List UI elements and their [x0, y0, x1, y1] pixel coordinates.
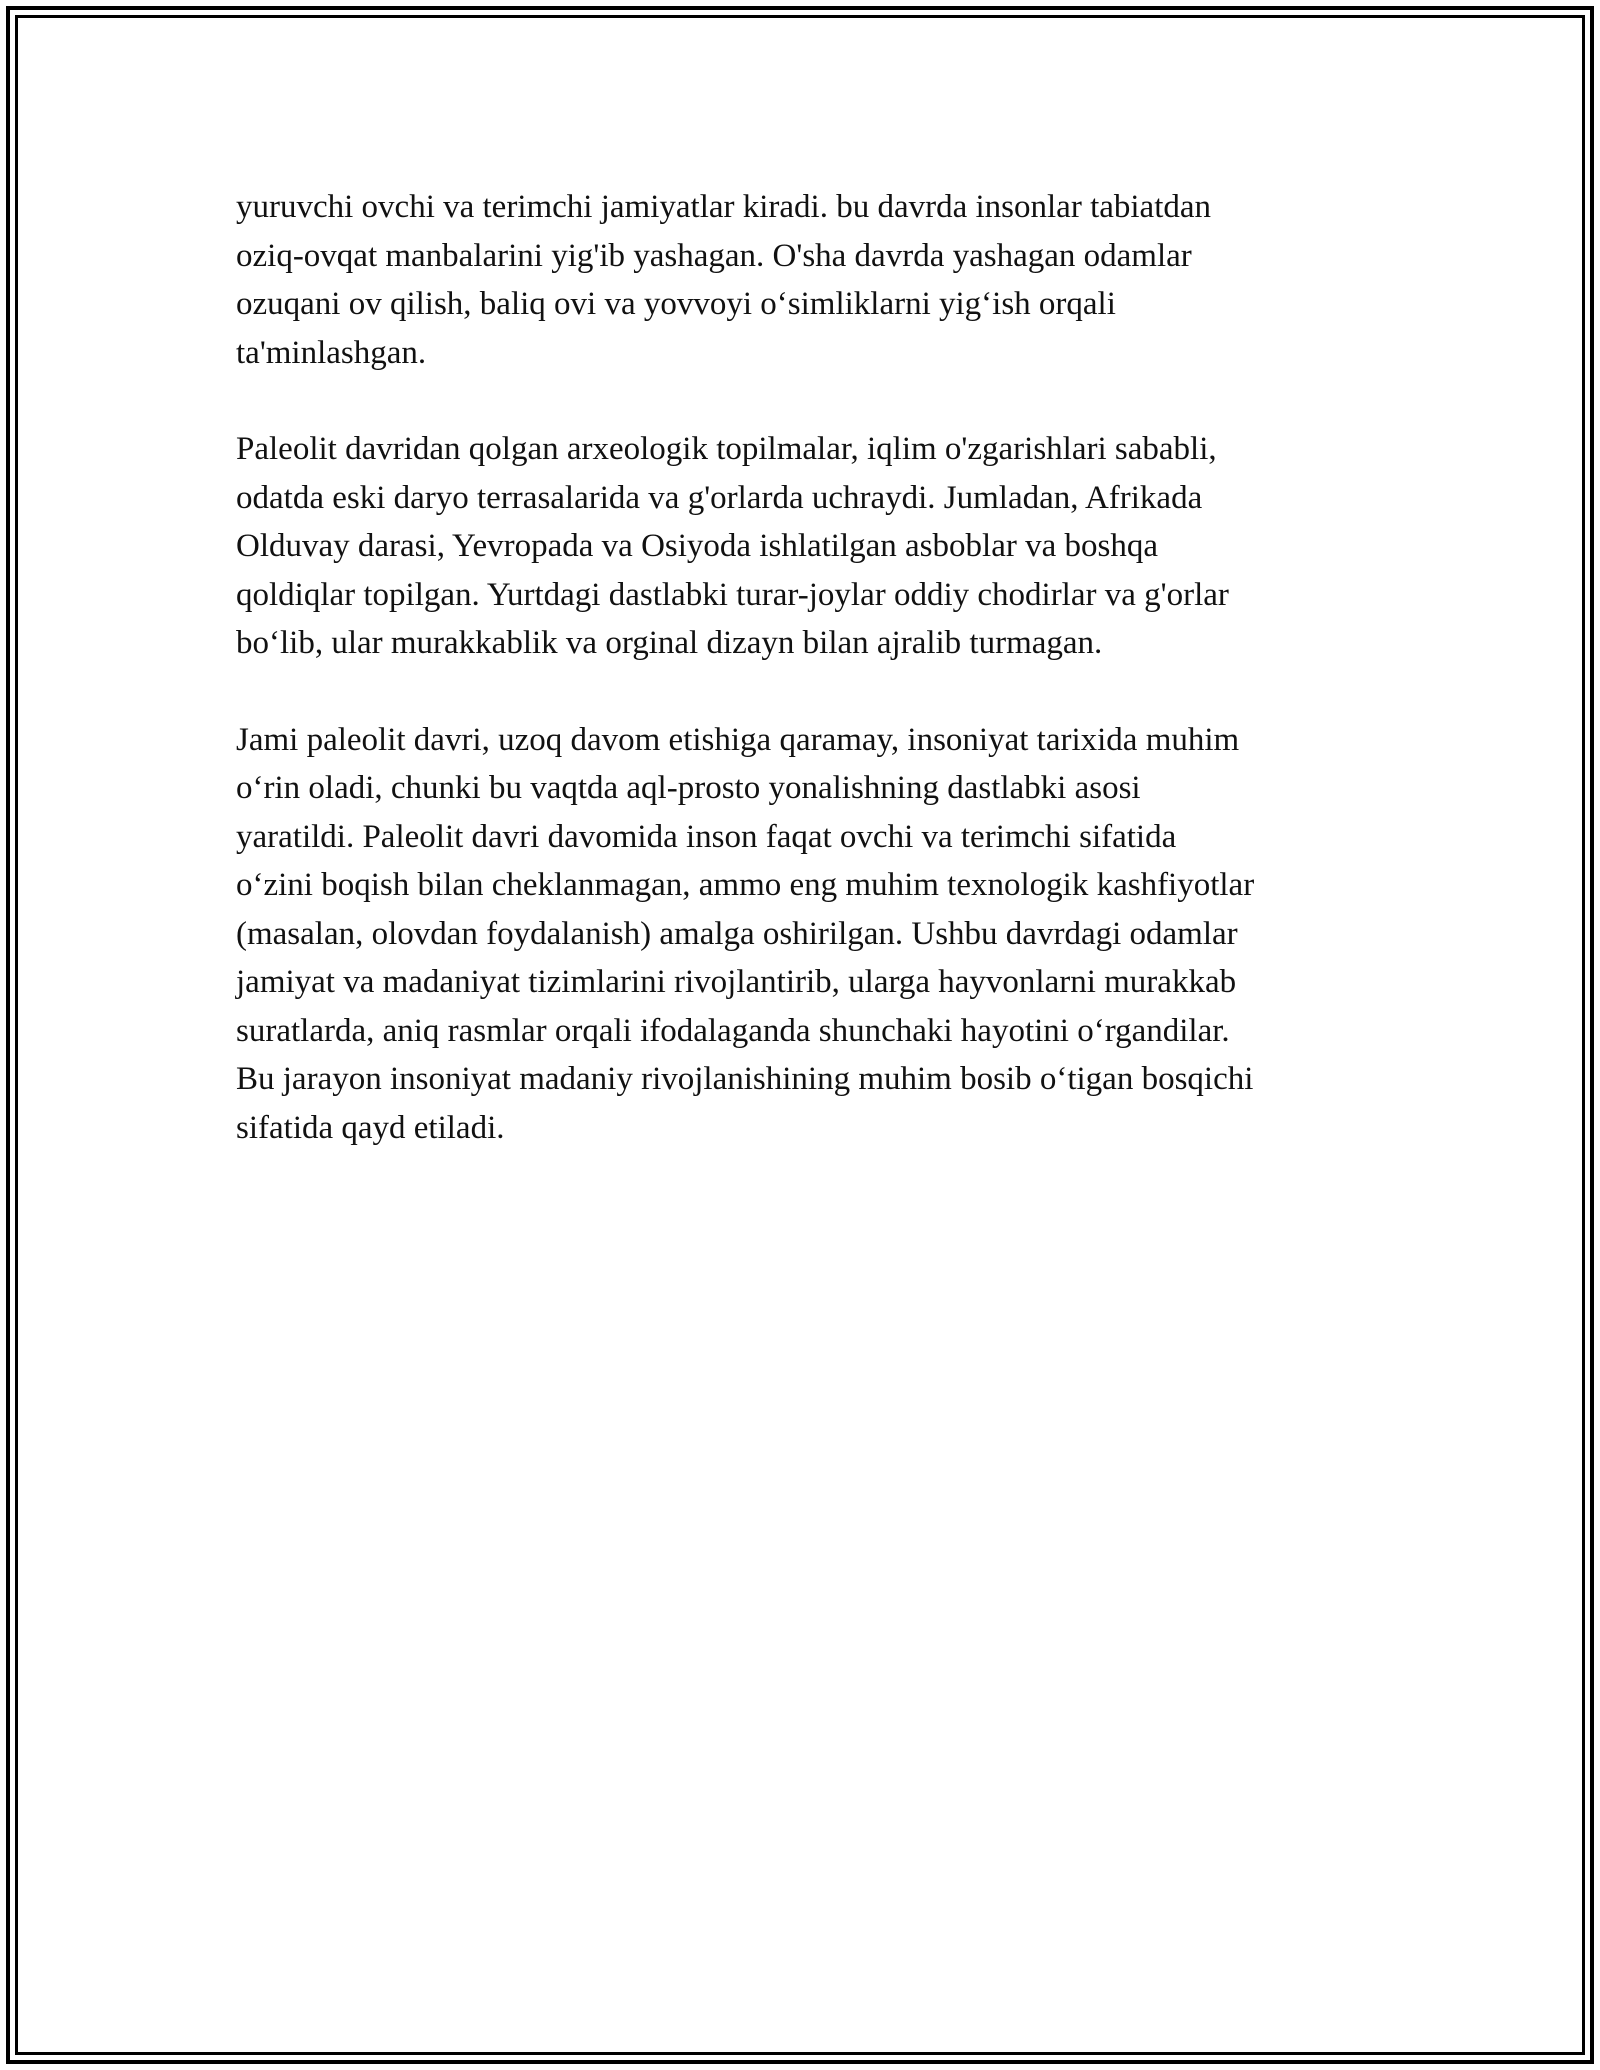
paragraph-line: Jami paleolit davri, uzoq davom etishiga qaramay, insoniyat tarixida muhim — [236, 721, 1240, 758]
paragraph-line: yuruvchi ovchi va terimchi jamiyatlar kiradi. bu davrda insonlar tabiatdan — [236, 189, 1212, 225]
paragraph-line: ta'minlashgan. — [236, 334, 427, 371]
paragraph-line: oziq-ovqat manbalarini yig'ib yashagan. O'sha davrda yashagan odamlar — [236, 237, 1192, 274]
paragraph-line: Olduvay darasi, Yevropada va Osiyoda ishlatilgan asboblar va boshqa — [236, 528, 1158, 564]
paragraph-line: bo‘lib, ular murakkablik va orginal dizayn bilan ajralib turmagan. — [236, 625, 1103, 661]
paragraph-line: jamiyat va madaniyat tizimlarini rivojlantirib, ularga hayvonlarni murakkab — [236, 964, 1237, 1000]
paragraph-line: Paleolit davridan qolgan arxeologik topilmalar, iqlim o'zgarishlari sababli, — [236, 431, 1217, 467]
paragraph-line: sifatida qayd etiladi. — [236, 1109, 505, 1146]
paragraph-1 — [236, 183, 1376, 377]
paragraph-line: ozuqani ov qilish, baliq ovi va yovvoyi o‘simliklarni yig‘ish orqali — [236, 286, 1116, 322]
paragraph-line: Bu jarayon insoniyat madaniy rivojlanishining muhim bosib o‘tigan bosqichi — [236, 1061, 1254, 1097]
paragraph-line: o‘rin oladi, chunki bu vaqtda aql-prosto yonalishning dastlabki asosi — [236, 770, 1141, 806]
paragraph-2 — [236, 425, 1376, 668]
paragraph-line: suratlarda, aniq rasmlar orqali ifodalaganda shunchaki hayotini o‘rgandilar. — [236, 1012, 1230, 1049]
document-body — [236, 183, 1376, 1200]
paragraph-3 — [236, 716, 1376, 1153]
paragraph-line: yaratildi. Paleolit davri davomida inson faqat ovchi va terimchi sifatida — [236, 818, 1177, 855]
paragraph-line: o‘zini boqish bilan cheklanmagan, ammo eng muhim texnologik kashfiyotlar — [236, 867, 1255, 903]
paragraph-line: odatda eski daryo terrasalarida va g'orlarda uchraydi. Jumladan, Afrikada — [236, 479, 1203, 516]
paragraph-line: (masalan, olovdan foydalanish) amalga oshirilgan. Ushbu davrdagi odamlar — [236, 915, 1238, 952]
paragraph-line: qoldiqlar topilgan. Yurtdagi dastlabki turar-joylar oddiy chodirlar va g'orlar — [236, 576, 1229, 613]
